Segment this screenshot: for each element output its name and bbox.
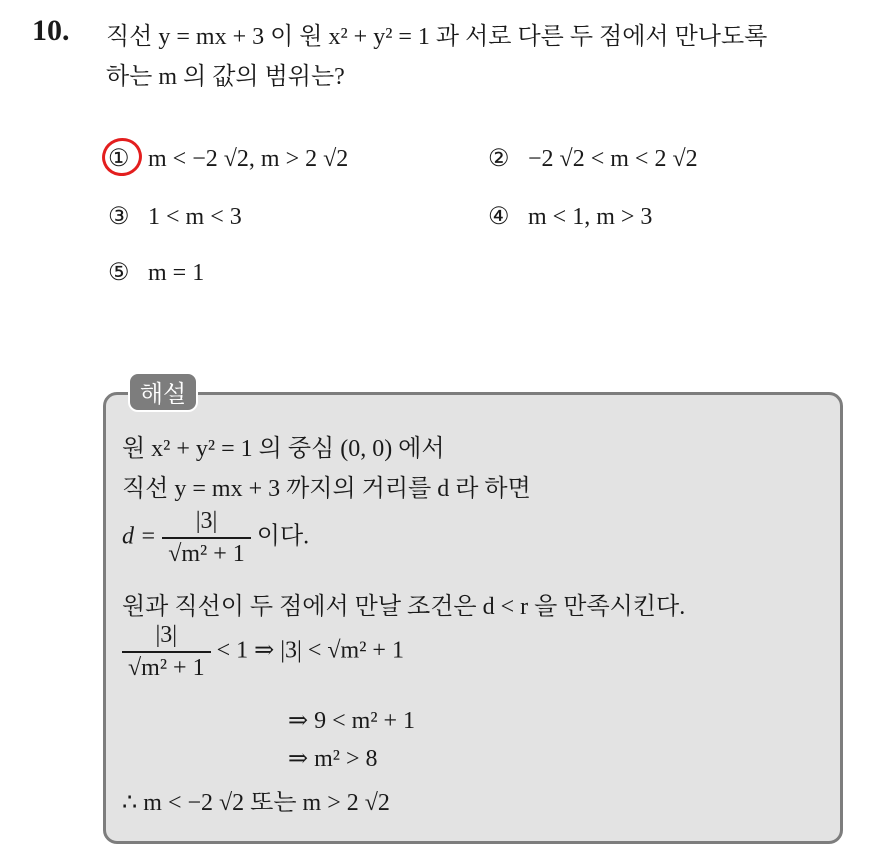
choice-3-text: 1 < m < 3 <box>148 204 242 230</box>
choice-3-number: ③ <box>108 204 130 230</box>
fraction-denominator: √m² + 1 <box>162 537 251 568</box>
choice-5[interactable] <box>108 258 204 287</box>
solution-line-4: 원과 직선이 두 점에서 만날 조건은 d < r 을 만족시킨다. <box>122 594 686 620</box>
choice-4-text: m < 1, m > 3 <box>528 204 653 230</box>
solution-line-3-lhs: d = <box>122 523 157 550</box>
choice-2-number: ② <box>488 146 510 172</box>
fraction-numerator: |3| <box>195 508 218 534</box>
solution-line-5 <box>122 622 404 682</box>
fraction-inequality-numerator: |3| <box>155 622 178 648</box>
choice-2-text: −2 √2 < m < 2 √2 <box>528 146 698 172</box>
choice-5-text: m = 1 <box>148 260 205 286</box>
choice-5-number: ⑤ <box>108 260 130 286</box>
fraction-distance <box>162 508 251 568</box>
choice-4-number: ④ <box>488 204 510 230</box>
solution-line-3-rhs: 이다. <box>256 523 310 550</box>
solution-line-3 <box>122 508 309 568</box>
choice-1-number: ① <box>108 146 130 172</box>
choice-4[interactable] <box>488 202 652 231</box>
choice-1[interactable] <box>108 144 348 173</box>
solution-line-1: 원 x² + y² = 1 의 중심 (0, 0) 에서 <box>122 436 445 462</box>
fraction-inequality <box>122 622 211 682</box>
solution-line-7: ⇒ m² > 8 <box>288 746 378 772</box>
solution-line-6: ⇒ 9 < m² + 1 <box>288 708 416 734</box>
question-number: 10. <box>32 14 70 47</box>
question-text-line2: 하는 m 의 값의 범위는? <box>106 64 345 90</box>
choice-1-text: m < −2 √2, m > 2 √2 <box>148 146 349 172</box>
question-text-line1: 직선 y = mx + 3 이 원 x² + y² = 1 과 서로 다른 두 점에서 만나도록 <box>106 24 768 50</box>
solution-line-5-rhs: < 1 ⇒ |3| < √m² + 1 <box>216 637 404 664</box>
fraction-inequality-denominator: √m² + 1 <box>122 651 211 682</box>
solution-tag: 해설 <box>128 372 198 412</box>
choice-2[interactable] <box>488 144 698 173</box>
choice-3[interactable] <box>108 202 242 231</box>
solution-line-8: ∴ m < −2 √2 또는 m > 2 √2 <box>122 790 390 816</box>
solution-line-2: 직선 y = mx + 3 까지의 거리를 d 라 하면 <box>122 476 531 502</box>
